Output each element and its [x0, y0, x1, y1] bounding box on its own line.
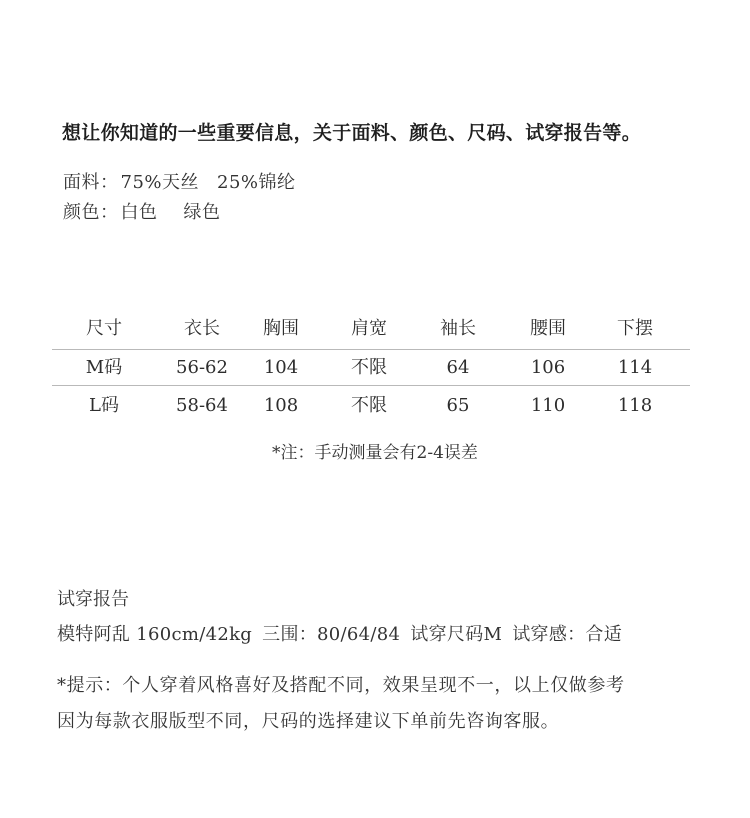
row-l-chest: 108: [263, 395, 299, 416]
tip-line-1: *提示：个人穿着风格喜好及搭配不同，效果呈现不一，以上仅做参考: [57, 675, 625, 696]
row-l-waist: 110: [530, 395, 566, 416]
row-l-length: 58-64: [176, 395, 228, 416]
model-info: 模特阿乱 160cm/42kg: [57, 624, 253, 645]
header-shoulder: 肩宽: [351, 318, 387, 339]
try-on-details: [57, 620, 622, 646]
row-m-chest: 104: [263, 357, 299, 378]
color-value-2: 绿色: [183, 202, 221, 223]
row-m-waist: 106: [530, 357, 566, 378]
intro-heading: 想让你知道的一些重要信息，关于面料、颜色、尺码、试穿报告等。: [62, 122, 642, 144]
header-size: 尺寸: [86, 318, 122, 339]
size-table-header: [52, 310, 690, 348]
fabric-line: [63, 168, 296, 194]
color-line: [63, 198, 221, 224]
header-waist: 腰围: [530, 318, 566, 339]
try-on-title: 试穿报告: [57, 589, 129, 610]
table-row: [52, 349, 690, 387]
fabric-value-1: 75%天丝: [120, 172, 200, 193]
row-l-size: L码: [89, 395, 119, 416]
row-m-shoulder: 不限: [351, 357, 387, 378]
row-l-shoulder: 不限: [351, 395, 387, 416]
fabric-value-2: 25%锦纶: [217, 172, 296, 193]
header-hem: 下摆: [617, 318, 653, 339]
header-length: 衣长: [184, 318, 220, 339]
model-measurements: 三围：80/64/84: [262, 624, 401, 645]
row-m-length: 56-62: [176, 357, 228, 378]
row-m-sleeve: 64: [446, 357, 470, 378]
color-value-1: 白色: [120, 202, 158, 223]
row-l-sleeve: 65: [446, 395, 470, 416]
row-l-hem: 118: [617, 395, 653, 416]
try-on-size: 试穿尺码M: [410, 624, 503, 645]
measurement-note: *注：手动测量会有2-4误差: [272, 443, 478, 463]
table-row: [52, 387, 690, 425]
fabric-label: 面料：: [63, 172, 119, 193]
tip-line-2: 因为每款衣服版型不同，尺码的选择建议下单前先咨询客服。: [57, 711, 560, 732]
row-m-hem: 114: [617, 357, 653, 378]
header-chest: 胸围: [263, 318, 299, 339]
color-label: 颜色：: [63, 202, 119, 223]
row-m-size: M码: [85, 357, 123, 378]
header-sleeve: 袖长: [440, 318, 476, 339]
try-on-feel: 试穿感：合适: [512, 624, 623, 645]
table-divider-mid: [52, 385, 690, 386]
